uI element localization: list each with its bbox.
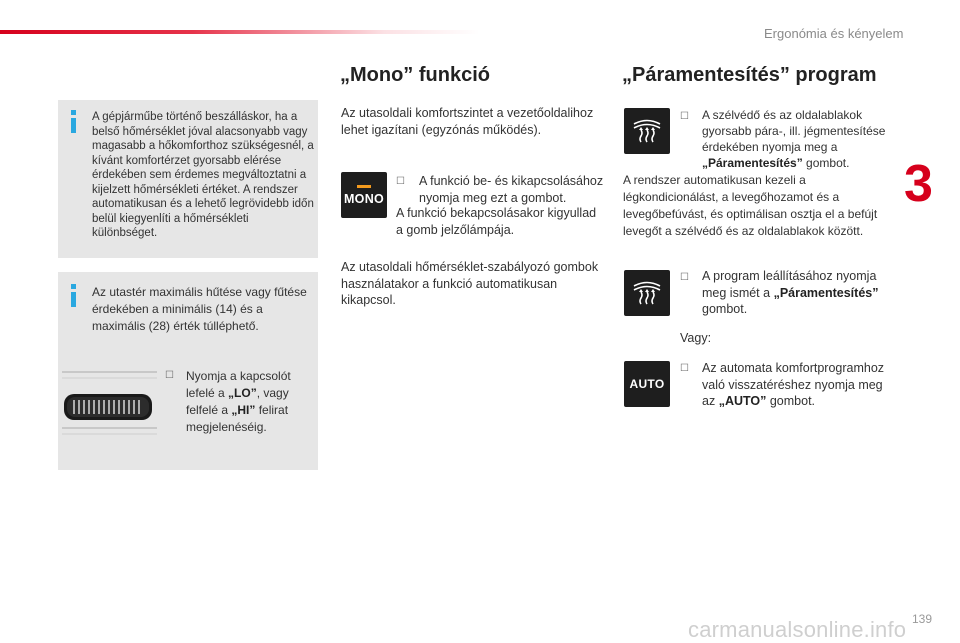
mono-intro: Az utasoldali komfortszintet a vezetőoldalihoz lehet igazítani (egyzónás működés). (341, 106, 594, 137)
info-icon (70, 284, 76, 307)
mono-indicator-led (357, 185, 371, 188)
mono-button-label: MONO (343, 191, 385, 206)
section-title: Ergonómia és kényelem (764, 26, 904, 41)
header-accent-line (0, 30, 480, 34)
defog-button[interactable] (624, 108, 670, 154)
mono-auto-off-note: Az utasoldali hőmérséklet-szabályozó gombok használatakor a funkció automatikusan kikapcsol. (341, 260, 599, 307)
info-text-warmup: A gépjárműbe történő beszálláskor, ha a belső hőmérséklet jóval alacsonyabb vagy magasabb a hőkomforthoz szükségesnél, a kívánt komfortérzet gyorsabb elérése érdekében sem érdemes megváltoztatni a kijelzett hőmérsékleti értéket. A rendszer automatikusan és a lehető legrövidebb időn belül kiegyenlíti a hőmérsékleti különbséget. (92, 111, 314, 239)
mono-button[interactable] (341, 172, 387, 218)
bullet-icon: ☐ (680, 272, 689, 283)
defog-button-stop[interactable] (624, 270, 670, 316)
watermark: carmanualsonline.info (688, 617, 907, 642)
page-number: 139 (912, 612, 933, 626)
mono-led-note: A funkció bekapcsolásakor kigyullad a gomb jelzőlámpája. (396, 206, 597, 237)
defog-heading: „Páramentesítés” program (622, 64, 877, 86)
bullet-icon: ☐ (680, 111, 689, 122)
auto-button[interactable] (624, 361, 670, 407)
info-icon (70, 110, 76, 133)
bullet-icon: ☐ (396, 176, 405, 187)
auto-step: Az automata komfortprogramhoz való visszatéréshez nyomja meg az „AUTO” gombot. (702, 361, 885, 408)
windshield-defrost-icon (632, 280, 662, 306)
defog-step-stop: A program leállításához nyomja meg ismét a „Páramentesítés” gombot. (702, 269, 879, 316)
temperature-switch-illustration (62, 362, 162, 442)
windshield-defrost-icon (632, 118, 662, 144)
bullet-icon: ☐ (165, 370, 174, 381)
bullet-icon: ☐ (680, 363, 689, 374)
defog-description: A rendszer automatikusan kezeli a légkondicionálást, a levegőhozamot és a levegőbefúvást, és optimálisan osztja el a befújt levegőt a szélvédő és az oldalablakok között. (623, 173, 878, 238)
mono-step: A funkció be- és kikapcsolásához nyomja meg ezt a gombot. (419, 174, 604, 205)
defog-step-start: A szélvédő és az oldalablakok gyorsabb pára-, ill. jégmentesítése érdekében nyomja meg a „Páramentesítés” gombot. (702, 108, 886, 170)
info-text-max: Az utastér maximális hűtése vagy fűtése érdekében a minimális (14) és a maximális (28) érték túlléphető. (92, 285, 307, 333)
mono-heading: „Mono” funkció (340, 64, 490, 86)
chapter-number: 3 (904, 155, 933, 213)
instruction-lo-hi: Nyomja a kapcsolót lefelé a „LO”, vagy felfelé a „HI” felirat megjelenéséig. (186, 369, 291, 434)
or-label: Vagy: (680, 331, 712, 345)
auto-button-label: AUTO (629, 377, 665, 391)
